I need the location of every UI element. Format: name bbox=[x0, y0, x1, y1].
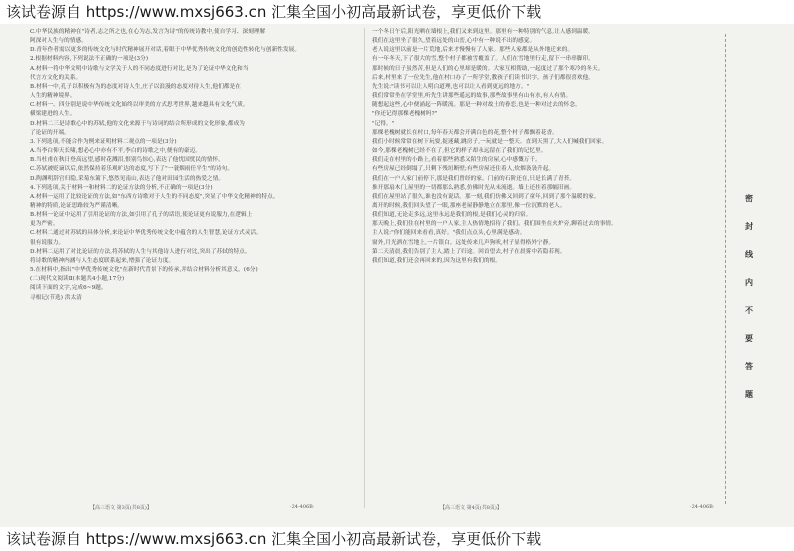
text-line: 离开的时候,我们回头望了一眼,那座老屋静静地立在那里,像一位沉默的老人。 bbox=[372, 202, 566, 209]
seal-char: 密 bbox=[745, 193, 753, 203]
text-line: 主人说:"你们能回来看看,真好。"我们点点头,心里满是感动。 bbox=[372, 230, 526, 237]
seal-char: 题 bbox=[745, 389, 753, 399]
text-line: 横梁建进的人生。 bbox=[30, 111, 76, 118]
text-line: 推开那扇木门,屋里的一切都那么熟悉,仿佛时光从未流逝。墙上还挂着那幅旧画。 bbox=[372, 184, 576, 191]
seal-char: 要 bbox=[745, 333, 753, 343]
text-line: 第二天清晨,我们告别了主人,踏上了归途。回首望去,村子在晨雾中若隐若现。 bbox=[372, 248, 566, 255]
text-line: 有些房屋已经倒塌了,只剩下残垣断壁;有些房屋还住着人,炊烟袅袅升起。 bbox=[372, 166, 555, 173]
text-line: D.陶渊明辞官归隐,采菊东篱下,悠然见南山,表达了他对田园生活的热爱之情。 bbox=[30, 175, 225, 182]
right-page-column bbox=[372, 28, 722, 498]
text-line: C.中华民族的精神在"诗者,志之所之也,在心为志,发言为诗"的传统诗教中,使自学习、深刻理解 bbox=[30, 29, 266, 35]
text-line: 阿深对人生与的情感。 bbox=[30, 38, 87, 45]
text-line: 将诗歌的精神内涵与人生态度联系起来,增强了论证力度。 bbox=[30, 257, 175, 264]
text-line: A.材料一运用了比较论证的方法,如"东西方诗歌对于人生的不同态度",突显了中华文化精神的特点。 bbox=[30, 193, 279, 200]
text-line: D.青年作者需以更多的传统文化与时代精神展开对话,着眼于中华优秀传统文化的创造性转化与创新性发展。 bbox=[30, 47, 301, 54]
seal-char: 内 bbox=[745, 277, 753, 287]
seal-char: 不 bbox=[745, 305, 753, 315]
text-line: 老人说这里以前是一片荒地,后来才慢慢有了人家。那些人家都是从外地迁来的。 bbox=[372, 47, 574, 54]
seal-notice bbox=[742, 184, 756, 408]
text-line: 5.在材料中,指出"中华优秀传统文化"在新时代背景下的传承,并结合材料分析其意义。(6分) bbox=[30, 267, 258, 274]
text-line: B.当杜甫在秋日登高远望,感时花溅泪,恨别鸟惊心,表达了他忧国忧民的情怀。 bbox=[30, 157, 224, 164]
left-page-code: ·24-406B· bbox=[290, 504, 315, 510]
text-line: 随想起这些,心中便涌起一阵暖流。那是一种对故土的眷恋,也是一种对过去的怀念。 bbox=[372, 102, 581, 109]
text-line: C.苏轼被贬谪以后,依然保持着乐观旷达的态度,写下了"一蓑烟雨任平生"的诗句。 bbox=[30, 166, 234, 173]
text-line: B.材料一中,孔子以积极有为的态度对诗人生,庄子以浪漫的态度对待人生,他们都是在 bbox=[30, 83, 242, 90]
right-page-footer: 【高三语文 第4页(共8页)】 bbox=[440, 505, 502, 511]
text-line: D.材料二三是诗歌心中的苏轼,他的文化来源于与诗词的结合所形成的文化形象,都成为 bbox=[30, 120, 245, 127]
top-banner: 该试卷源自 https://www.mxsj663.cn 汇集全国小初高最新试卷，享更低价下载 bbox=[0, 0, 794, 24]
text-line: 那时候的日子虽然苦,但是人们的心里却是暖的。大家互相帮助,一起度过了那个寒冷的冬天。 bbox=[372, 65, 604, 72]
left-page-footer: 【高三语文 第3页(共8页)】 bbox=[90, 505, 152, 511]
text-line: 2.根据材料内容,下列说法不正确的一项是(3分) bbox=[30, 56, 149, 63]
text-line: 阅读下面的文字,完成6~9题。 bbox=[30, 285, 107, 292]
seal-char: 封 bbox=[745, 221, 753, 231]
seal-char: 答 bbox=[745, 361, 753, 371]
text-line: 窗外,月光洒在雪地上,一片银白。远处传来几声狗吠,村子显得格外宁静。 bbox=[372, 239, 555, 246]
text-line: 更为严密。 bbox=[30, 221, 59, 228]
left-page-column bbox=[30, 28, 380, 498]
text-line: 我们小时候常常在树下玩耍,捉迷藏,跳房子,一玩就是一整天。直到天黑了,大人们喊我们回家。 bbox=[372, 138, 608, 145]
text-line: C.材料二通过对苏轼的具体分析,来论证中华优秀传统文化中蕴含的人生智慧,论证方式灵活。 bbox=[30, 230, 262, 237]
right-page-code: ·24-406B· bbox=[690, 504, 715, 510]
text-line: 代言方文化的关系。 bbox=[30, 74, 82, 81]
text-line: 人生的精神境界。 bbox=[30, 93, 76, 100]
text-line: 3.下列选项,不能合作为例来证明材料二观点的一项是(3分) bbox=[30, 138, 177, 145]
text-line: 我们常常坐在学堂里,听先生讲那些遥远的故事,那些故事里有山有水,有人有情。 bbox=[372, 93, 572, 100]
text-line: 我们在一户人家门前停下,那是我们曾经的家。门前的石阶还在,只是长满了青苔。 bbox=[372, 175, 576, 182]
seal-binding-line bbox=[725, 34, 727, 504]
text-line: 后来,村里来了一位先生,他在村口办了一所学堂,教孩子们读书识字。孩子们都很喜欢他。 bbox=[372, 74, 594, 81]
text-line: 一个冬日午后,阳光晒在墙根上,我们又来到这里。那里有一种特别的气息,让人感到温暖。 bbox=[372, 29, 594, 35]
text-line: 如今,那棵老槐树已经不在了,但它的样子却永远留在了我们的记忆里。 bbox=[372, 148, 547, 155]
text-line: 我们在屋里站了很久,谁也没有说话。那一刻,我们仿佛又回到了童年,回到了那个温暖的家。 bbox=[372, 193, 600, 200]
text-line: 了论证的开端。 bbox=[30, 129, 70, 136]
text-line: (二)现代文阅读Ⅱ(本题共4小题,17分) bbox=[30, 276, 125, 283]
text-line: C.材料一、四分别是说中华传统文化始终以审美的方式思考世界,越来越具有文化气质。 bbox=[30, 102, 249, 109]
text-line: B.材料一论证中运用了引用论证的方法,如引用了孔子的话语,使论证更有说服力,在逻辑上 bbox=[30, 212, 253, 219]
text-line: 我们知道,无论走多远,这里永远是我们的根,是我们心灵的归宿。 bbox=[372, 212, 532, 219]
page-divider bbox=[364, 28, 365, 508]
text-line: 有一年冬天,下了很大的雪,整个村子都被雪覆盖了。人们在雪地里行走,留下一串串脚印。 bbox=[372, 56, 594, 63]
text-line: A.材料一将中华文明中诗歌与文学关于人的不同态度进行对比,是为了论证中华文化和当 bbox=[30, 65, 249, 72]
text-line: 很有说服力。 bbox=[30, 239, 65, 246]
text-line: "记得。" bbox=[372, 120, 395, 127]
text-line: 我们走在村里的小路上,看着那些熟悉又陌生的房屋,心中感慨万千。 bbox=[372, 157, 541, 164]
exam-page-spread bbox=[0, 24, 794, 527]
text-line: 4.下列选项,关于材料一和材料二的论证方法的分析,不正确的一项是(3分) bbox=[30, 184, 213, 191]
text-line: A.当李白仰天长啸,想必心中亦有不平,李白的诗歌之中,便有的豪迈。 bbox=[30, 148, 202, 155]
text-line: 那天晚上,我们住在村里的一户人家,主人热情地招待了我们。我们围坐在火炉旁,聊着过去的事情。 bbox=[372, 221, 617, 228]
seal-char: 线 bbox=[745, 249, 753, 259]
text-line: D.材料二运用了对比论证的方法,将苏轼的人生与其他诗人进行对比,突出了苏轼的特点。 bbox=[30, 248, 251, 255]
text-line: 先生说:"读书可以让人明白道理,也可以让人看到更远的地方。" bbox=[372, 83, 530, 90]
text-line: 精神的特质,论证思路较为严谨清晰。 bbox=[30, 202, 123, 209]
bottom-banner: 该试卷源自 https://www.mxsj663.cn 汇集全国小初高最新试卷，享更低价下载 bbox=[0, 527, 794, 551]
text-line: 寻根记(节选) 洪太清 bbox=[30, 294, 82, 301]
text-line: 我们知道,我们还会再回来的,因为这里有我们的根。 bbox=[372, 257, 502, 264]
text-line: 那棵老槐树就长在村口,每年春天都会开满白色的花,整个村子都飘着花香。 bbox=[372, 129, 558, 136]
text-line: 我们在这里坐了很久,望着远处的山峦,心中有一种说不出的感觉。 bbox=[372, 38, 536, 45]
text-line: "你还记得那棵老槐树吗?" bbox=[372, 111, 438, 118]
